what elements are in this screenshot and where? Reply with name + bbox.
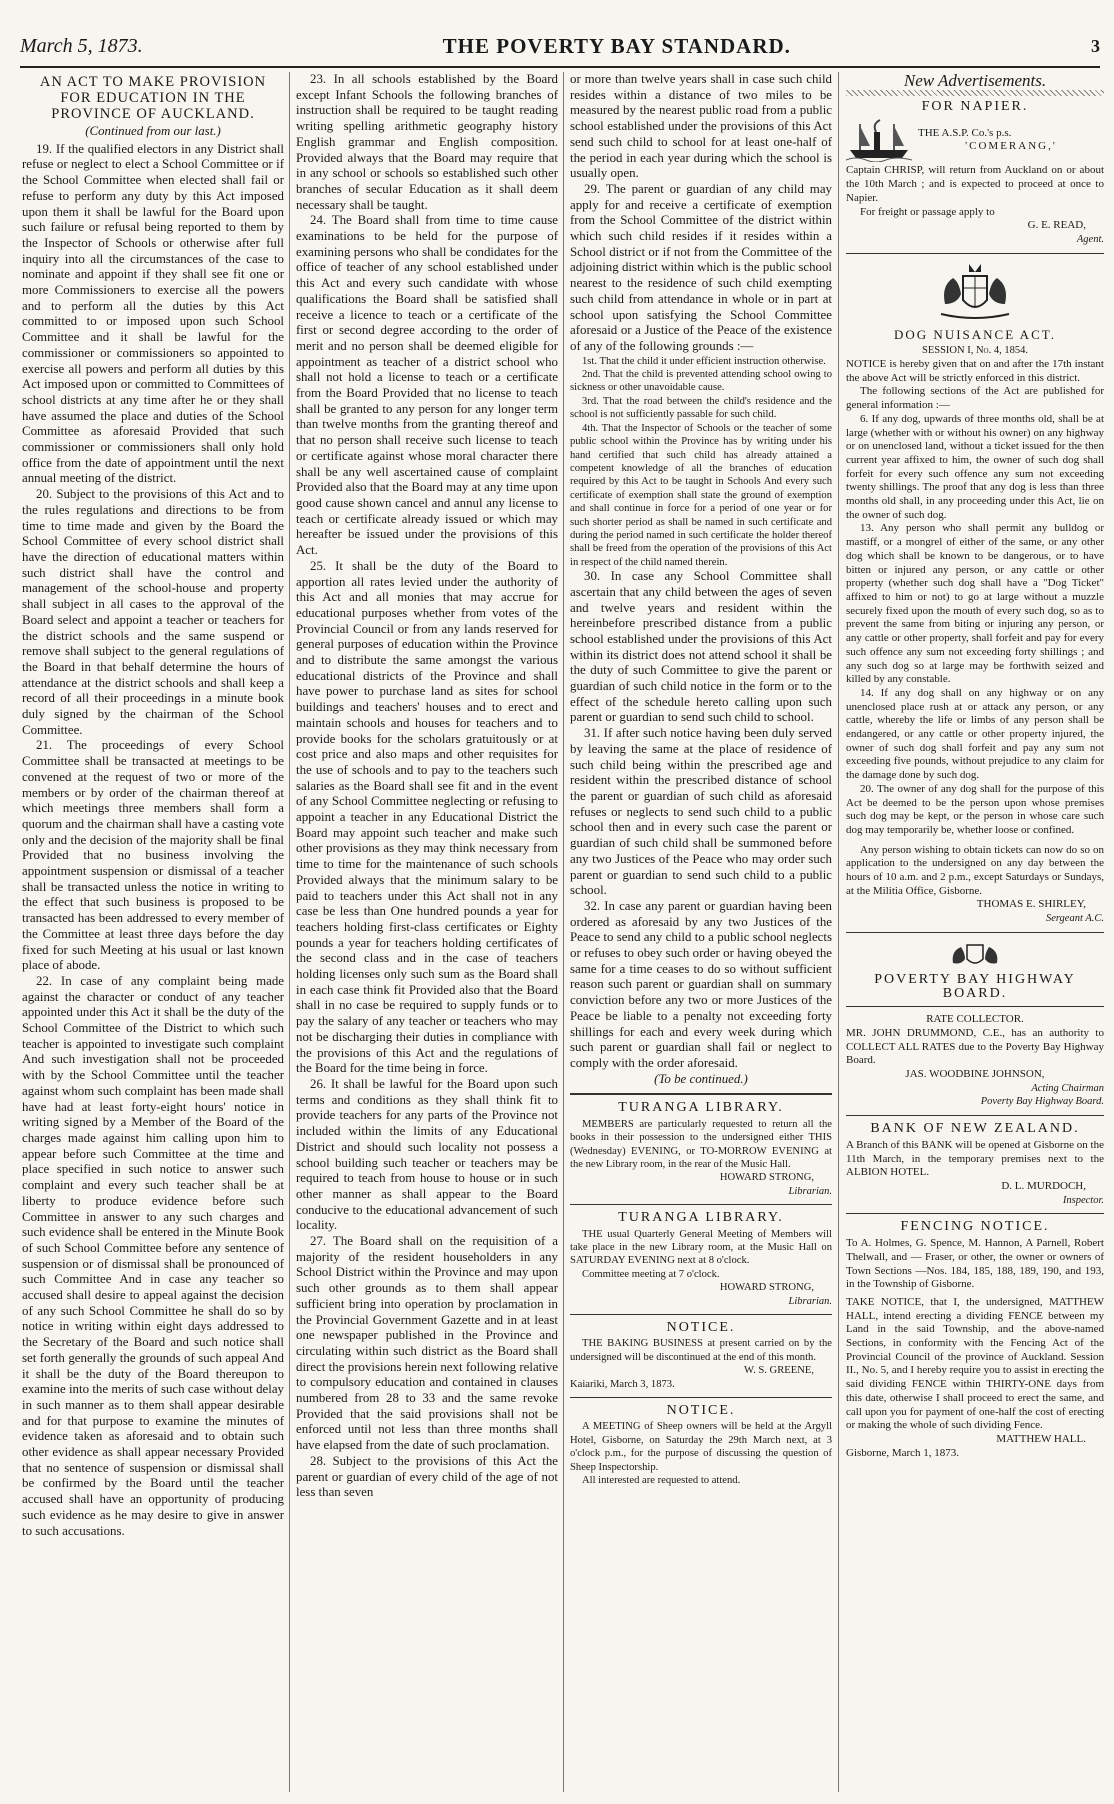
- ad-sheep-notice: [570, 1404, 832, 1487]
- to-be-continued: (To be continued.): [654, 1071, 748, 1086]
- page-number: 3: [1091, 35, 1100, 56]
- ad-signature: W. S. GREENE,: [744, 1365, 814, 1377]
- steamship-icon: [846, 118, 912, 162]
- ad-body: THE usual Quarterly General Meeting of Members will take place in the new Library room, at the Music Hall on SATURDAY EVENING next at 8 o'clock.: [570, 1228, 832, 1267]
- divider: [846, 1213, 1104, 1214]
- ad-body: Captain CHRISP, will return from Auckland on or about the 10th March ; and is expected to proceed at once to Napier.: [846, 164, 1104, 204]
- column-2: [296, 72, 558, 1794]
- section-20: 20. Subject to the provisions of this Act and to the rules regulations and directions to be from time to time made and given by the Board the School Committee of every school district shall have the direction of educational matters within such district shall have the control and management of the school-house and property shall subject in all cases to the approval of the Board select and appoint a teacher or teachers for the district schools and the same suspend or remove shall subject to the general regulations of the Board in that behalf determine the hours of attendance at the district schools and shall keep a record of all their proceedings in a minute book duly signed by the chairman of the School Committee.: [22, 487, 284, 737]
- ad-highway-board: [846, 939, 1104, 1109]
- ad-session: SESSION I, No. 4, 1854.: [922, 345, 1028, 357]
- ad-subtitle: RATE COLLECTOR.: [926, 1013, 1024, 1026]
- section-22: 22. In case of any complaint being made against the character or conduct of any teacher appointed under this Act it shall be the duty of the School Committee of the District to which such teacher is appointed to investigate such complaint And such investigation shall not be proceeded with by the School Committee until the teacher against whom such complaint has been made shall have had at least forty-eight hours' notice in writing signed by a Member of the Board of the charges made against him calling upon him to appear before such Committee at the time and place specified in such notice to answer such complaint and every such teacher shall be at liberty to produce evidence before such Committee in answer to any such charges and such evidence shall be entered in the Minute Book of such School Committee before any sentence of suspension or of dismissal shall be pronounced of such Committee And in case any teacher so accused shall desire to appeal against the decision of any such School Committee he shall do so by notice in writing within eight days addressed to the Secretary of the Board and such notice shall set forth generally the grounds of such appeal And it shall be the duty of the Board thereupon to examine into the merits of such case without delay in such manner as to them shall appear desirable and for that purpose to examine the minutes of evidence taken as aforesaid and to obtain such other evidence as shall appear necessary Provided that no sentence of suspension or dismissal shall be confirmed by the Board until the teacher accused shall have an opportunity of producing such evidence as he may desire to give in answer to such accusations.: [22, 973, 284, 1538]
- exemption-grounds: [570, 355, 832, 570]
- ad-title: TURANGA LIBRARY.: [618, 1100, 784, 1116]
- ad-fencing-notice: [846, 1220, 1104, 1460]
- section-21: 21. The proceedings of every School Committee shall be transacted at meetings to be convened at the request of two or more of the members or by order of the chairman thereof at which meetings three members shall form a quorum and the chairman shall have a casting vote only and the decision of the majority shall be final Provided that no business involving the appointment suspension or dismissal of a teacher shall be transacted unless the notice in writing to the effect that such business is proposed to be transacted has been addressed to every member of the Committee at least three days before the day fixed for such Meeting at his usual or last known place of abode.: [22, 738, 284, 973]
- section-28: 28. Subject to the provisions of this Act the parent or guardian of every child of the age of not less than seven: [296, 1453, 558, 1500]
- section-28-cont: or more than twelve years shall in case such child resides within a distance of two miles to be measured by the nearest public road from a public school established under the provisions of this Act send such child to school for at least one-half of the period in each year during which the school is usually open.: [570, 72, 832, 181]
- column-divider: [563, 72, 564, 1792]
- ad-for-napier: [846, 100, 1104, 247]
- ad-body: THE BAKING BUSINESS at present carried on by the undersigned will be discontinued at the end of this month.: [570, 1338, 832, 1363]
- ad-role: Inspector.: [1062, 1194, 1104, 1206]
- issue-date: March 5, 1873.: [20, 34, 143, 57]
- ad-line: THE A.S.P. Co.'s p.s.: [918, 126, 1012, 139]
- ad-signature: HOWARD STRONG,: [719, 1172, 814, 1184]
- ship-name: 'COMERANG,': [965, 140, 1057, 153]
- ad-turanga-library-1: [570, 1101, 832, 1198]
- ad-body: A MEETING of Sheep owners will be held at the Argyll Hotel, Gisborne, on Saturday the 29th March next, at 3 o'clock p.m., for the purpose of discussing the question of Sheep Inspectorship.: [570, 1421, 832, 1473]
- ad-intro: NOTICE is hereby given that on and after the 17th instant the above Act will be strictly enforced in this district.: [846, 358, 1104, 384]
- ad-signature: G. E. READ,: [1027, 219, 1086, 232]
- ground-2: 2nd. That the child is prevented attending school owing to sickness or other unavoidable cause.: [570, 369, 832, 394]
- ad-signature: MATTHEW HALL.: [996, 1432, 1086, 1445]
- ad-turanga-library-2: [570, 1211, 832, 1308]
- section-19: 19. If the qualified electors in any District shall refuse or neglect to elect a School Committee or if the School Committee when elected shall fail or refuse to perform any duty by this Act imposed upon them it shall be lawful for the Board upon such failure or refusal being reported to them by the Inspector of Schools or otherwise after full inquiry into all the circumstances of the case to nominate and appoint if they shall see fit one or more Commissioners to exercise all the powers and to perform all the duties by this Act committed to or imposed upon such School Committee and it shall be lawful for the commissioner or commissioners so appointed to exercise all powers and perform all duties by this Act imposed upon or committed to Committees of school districts at any time after he or they shall have assumed the place and duties of the School Committee as aforesaid Provided that such commissioner or commissioners shall only hold office from the date of appointment until the next annual meeting of the district.: [22, 141, 284, 486]
- ad-role: Librarian.: [788, 1185, 832, 1197]
- divider: [846, 253, 1104, 254]
- divider: [846, 1115, 1104, 1116]
- section-32: 32. In case any parent or guardian having been ordered as aforesaid by any two Justices of the Peace to send any child to a public school neglects or refuses to obey such order or having obeyed the same for a time ceases to do so without sufficient reason such parent or guardian shall on summary conviction before any two or more Justices of the Peace be liable to a penalty not exceeding forty shillings for each and every week during which such parent or guardian shall fail or neglect to comply with the order aforesaid.: [570, 898, 832, 1070]
- section-31: 31. If after such notice having been duly served by leaving the same at the place of residence of such child being within the prescribed age and resident within the prescribed distance of school the parent or guardian of such child as aforesaid refuses or neglects to send such child to a public school then and in every such case the parent or guardian of such child shall be summoned before any two Justices of the Peace who may order such parent or guardian to send such child to a public school.: [570, 726, 832, 898]
- column-4: [846, 72, 1104, 1794]
- ad-title: DOG NUISANCE ACT.: [894, 326, 1056, 342]
- ad-role: Sergeant A.C.: [1045, 913, 1104, 925]
- ad-title: BANK OF NEW ZEALAND.: [870, 1121, 1080, 1137]
- ad-tickets: Any person wishing to obtain tickets can now do so on application to the undersigned on any day between the hours of 10 a.m. and 2 p.m., except Saturdays or Sundays, at the Militia Office, Gisborne.: [846, 843, 1104, 897]
- ad-extra: Committee meeting at 7 o'clock.: [582, 1268, 720, 1280]
- ad-role: Poverty Bay Highway Board.: [980, 1096, 1104, 1108]
- section-27: 27. The Board shall on the requisition of a majority of the resident householders in any School District within the Province and may upon such other grounds as to them shall appear sufficient bring into operation by proclamation in the Provincial Government Gazette and in at least one newspaper published in the Province and circulating within such district as the Board shall direct the provisions herein next following relative to compulsory education and contained in clauses numbered from 28 to 33 and the same revoke Provided that the said provisions shall not be enforced until not less than three months shall have elapsed from the date of such proclamation.: [296, 1234, 558, 1453]
- ad-title: NOTICE.: [666, 1403, 736, 1419]
- dog-section-6: 6. If any dog, upwards of three months old, shall be at large (whether with or without his owner) on any highway or on unenclosed land, without a ticket issued for the then current year affixed to him, the owner of such dog shall forfeit for every such offence any sum not exceeding twenty shillings. The proof that any dog is less than three months old shall, in any proceeding under this Act, lie on the owner of such dog.: [846, 412, 1104, 521]
- ad-title: POVERTY BAY HIGHWAY BOARD.: [874, 971, 1076, 1001]
- ad-extra: All interested are requested to attend.: [582, 1475, 741, 1487]
- ground-4: 4th. That the Inspector of Schools or the teacher of some public school within the Province has by writing under his hand certified that such child has already attained a competent knowledge of all the branches of education required by this Act to be taught in Schools And every such certificate of exemption shall state the ground of exemption and shall continue in force for a period of one year or for such shorter period as shall be named in such certificate and during the period named in such certificate the holder thereof shall be freed from the operation of the provisions of this Act in respect of the child named therein.: [570, 422, 832, 568]
- dog-section-20: 20. The owner of any dog shall for the purpose of this Act be deemed to be the person upon whose premises such dog may be kept, or the person in whose care such dog may temporarily be, whether loose or confined.: [846, 782, 1104, 836]
- column-3: [570, 72, 832, 1794]
- ad-title: FENCING NOTICE.: [900, 1219, 1050, 1235]
- column-divider: [838, 72, 839, 1792]
- divider: [846, 1006, 1104, 1007]
- column-divider: [289, 72, 290, 1792]
- ad-extra: For freight or passage apply to: [860, 205, 995, 218]
- ad-baking-notice: [570, 1321, 832, 1391]
- ad-following: The following sections of the Act are published for general information :—: [846, 385, 1104, 412]
- ad-title: TURANGA LIBRARY.: [618, 1210, 784, 1226]
- new-advertisements-heading: New Advertisements.: [903, 72, 1047, 90]
- royal-crest-icon: [927, 260, 1023, 324]
- ad-bank-of-new-zealand: [846, 1122, 1104, 1207]
- newspaper-title: THE POVERTY BAY STANDARD.: [442, 33, 791, 58]
- masthead-rule: [20, 66, 1100, 68]
- royal-crest-small-icon: [945, 939, 1005, 969]
- dog-section-13: 13. Any person who shall permit any bulldog or mastiff, or a mongrel of either of the same, or any other dog which shall be known to be dangerous, or to have bitten or injured any person, or any cattle or other property (whether such dog shall have a "Dog Ticket" affixed to him or not) to go at large without a muzzle securely fixed upon the mouth of every such dog, so as to prevent the same from biting or injuring any person, or any cattle or other property, shall forfeit and pay for every such offence any sum not exceeding forty shillings ; and any such dog so at large may be forthwith seized and killed by any constable.: [846, 522, 1104, 686]
- ad-body: TAKE NOTICE, that I, the undersigned, MATTHEW HALL, intend erecting a dividing FENCE between my Land in the said Township, and the above-named Sections, in conformity with the Fencing Act of the Provincial Council of the province of Auckland. Session II., No. 5, and I hereby require you to assist in erecting the said dividing FENCE within THIRTY-ONE days from this date, otherwise I shall proceed to erect the same, and call upon you for payment of one-half the cost of erecting or making the whole of such dividing Fence.: [846, 1295, 1104, 1432]
- divider: [570, 1314, 832, 1315]
- ornamental-rule: [846, 90, 1104, 96]
- ad-title: FOR NAPIER.: [921, 98, 1029, 114]
- divider: [570, 1204, 832, 1205]
- ad-signature: D. L. MURDOCH,: [1001, 1180, 1086, 1192]
- section-26: 26. It shall be lawful for the Board upon such terms and conditions as they shall think fit to provide teachers for any parts of the Province not included within the limits of any Educational District and should such locality not possess a school building such teacher or teachers may be required to teach from house to house or in such other manner as shall appear to the Board conducive to the educational advancement of such locality.: [296, 1077, 558, 1233]
- act-subheading: (Continued from our last.): [85, 124, 221, 138]
- ad-place: Gisborne, March 1, 1873.: [846, 1446, 960, 1459]
- section-23: 23. In all schools established by the Board except Infant Schools the following branches of instruction shall be required to be taught reading writing spelling arithmetic geography history English grammar and English composition. Provided always that the Board may require that in any school or schools so established such other branches of secular Education as it shall deem necessary shall be taught.: [296, 72, 558, 212]
- ad-title: NOTICE.: [666, 1320, 736, 1336]
- section-30: 30. In case any School Committee shall ascertain that any child between the ages of seven and twelve years and resident within the hereinbefore prescribed distance from a public school established under the provisions of this Act within its district does not attend school it shall be the duty of such Committee to give the parent or guardian of such child notice in the form or to the effect of the schedule hereto calling upon such parent or guardian to send such child to school.: [570, 569, 832, 725]
- ad-addressees: To A. Holmes, G. Spence, M. Hannon, A Parnell, Robert Thelwall, and — Fraser, or other, the owner or owners of Town Sections —Nos. 184, 185, 188, 189, 190, and 193, in the Township of Gisborne.: [846, 1237, 1104, 1291]
- column-1: [22, 72, 284, 1794]
- ad-role: Librarian.: [788, 1295, 832, 1307]
- section-29: 29. The parent or guardian of any child may apply for and receive a certificate of exemption from the School Committee of the district within which such child resides if it resides within a School district or if not from the Committee of the adjoining district within which is the public school nearest to the residence of such child exempting such child from attendance in whole or in part at school upon satisfying the School Committee aforesaid or a Justice of the Peace of the existence of any of the following grounds :—: [570, 181, 832, 353]
- ad-body: MR. JOHN DRUMMOND, C.E., has an authority to COLLECT ALL RATES due to the Poverty Bay Highway Board.: [846, 1026, 1104, 1067]
- masthead: [20, 32, 1100, 60]
- ad-body: MEMBERS are particularly requested to return all the books in their possession to the undersigned either THIS (Wednesday) EVENING, or TO-MORROW EVENING at the new Library room, in the rear of the Music Hall.: [570, 1118, 832, 1170]
- divider: [846, 932, 1104, 933]
- ad-body: A Branch of this BANK will be opened at Gisborne on the 11th March, in the temporary premises next to the ALBION HOTEL.: [846, 1138, 1104, 1179]
- ground-3: 3rd. That the road between the child's residence and the school is not sufficiently passable for such child.: [570, 395, 832, 421]
- divider: [570, 1397, 832, 1398]
- ad-place: Kaiariki, March 3, 1873.: [570, 1378, 675, 1390]
- ad-role: Agent.: [1076, 233, 1104, 245]
- dog-section-14: 14. If any dog shall on any highway or on any unenclosed place rush at or attack any person, or any cattle, whereby the life or limbs of any person shall be endangered, or any cattle or other property injured, the owner of such dog shall forfeit and pay any sum not exceeding five pounds, without prejudice to any claim for the damage done by such dog.: [846, 686, 1104, 782]
- act-heading: AN ACT TO MAKE PROVISION FOR EDUCATION IN THE PROVINCE OF AUCKLAND.: [39, 74, 267, 122]
- ad-role: Acting Chairman: [1031, 1082, 1104, 1094]
- ground-1: 1st. That the child it under efficient instruction otherwise.: [582, 355, 826, 367]
- section-24: 24. The Board shall from time to time cause examinations to be held for the purpose of examining persons who shall be condidates for the office of teacher of any school established under this Act and every such candidate with whose qualifications the Board shall be satisfied shall receive a licence to teach or a certificate of the first or second degree according to the order of merit and no person shall be deemed eligible for appointment as teacher of a district school who shall not hold a license to teach or a certificate from the Board Provided that no license to teach shall be granted to any person for any longer term than twelve months from the granting thereof and that no person shall receive such license to teach or certificate against whose moral character there shall be any well ascertained cause of complaint Provided also that the Board may at any time upon good cause shown cancel and annul any license to teach or certificate already issued or which may hereafter be issued under the provisions of this Act.: [296, 213, 558, 558]
- ad-signature: HOWARD STRONG,: [719, 1282, 814, 1294]
- ad-signature: THOMAS E. SHIRLEY,: [976, 898, 1086, 911]
- divider: [570, 1093, 832, 1095]
- ad-dog-nuisance-act: [846, 260, 1104, 926]
- section-25: 25. It shall be the duty of the Board to apportion all rates levied under the authority of this Act and all monies that may accrue for educational purposes whether from votes of the Provincial Council or from any lands reserved for general purposes of education within the Province and to distribute the same amongst the various educational districts of the Province and shall have power to purchase land as sites for school buildings and teachers' houses and to erect and maintain schools and houses for teachers and to provide books for the scholars gratuitously or at cost price and also maps and other requisites for the use of schools and to pay to the teachers such salaries as the Board shall see fit and in the event of any School Committee neglecting or refusing to appoint a teacher in any Educational District the Board may appoint such teacher and make such other provisions as they may think necessary from time to time for the maintenance of such schools Provided always that the minimum salary to be paid to teachers under this Act shall not in any case be less than One hundred pounds a year for teachers holding first-class certificates or Eighty pounds a year for teachers holding certificates of the second class and in the case of teachers holding licenses only such sum as the Board shall in each case think fit Provided also that the Board shall in no case be required to supply funds or to pay the salary of any teacher or teachers who may not be discharging their duties in compliance with the provisions of this Act and the regulations of the Board for the time being in force.: [296, 558, 558, 1076]
- ad-signature: JAS. WOODBINE JOHNSON,: [905, 1068, 1045, 1081]
